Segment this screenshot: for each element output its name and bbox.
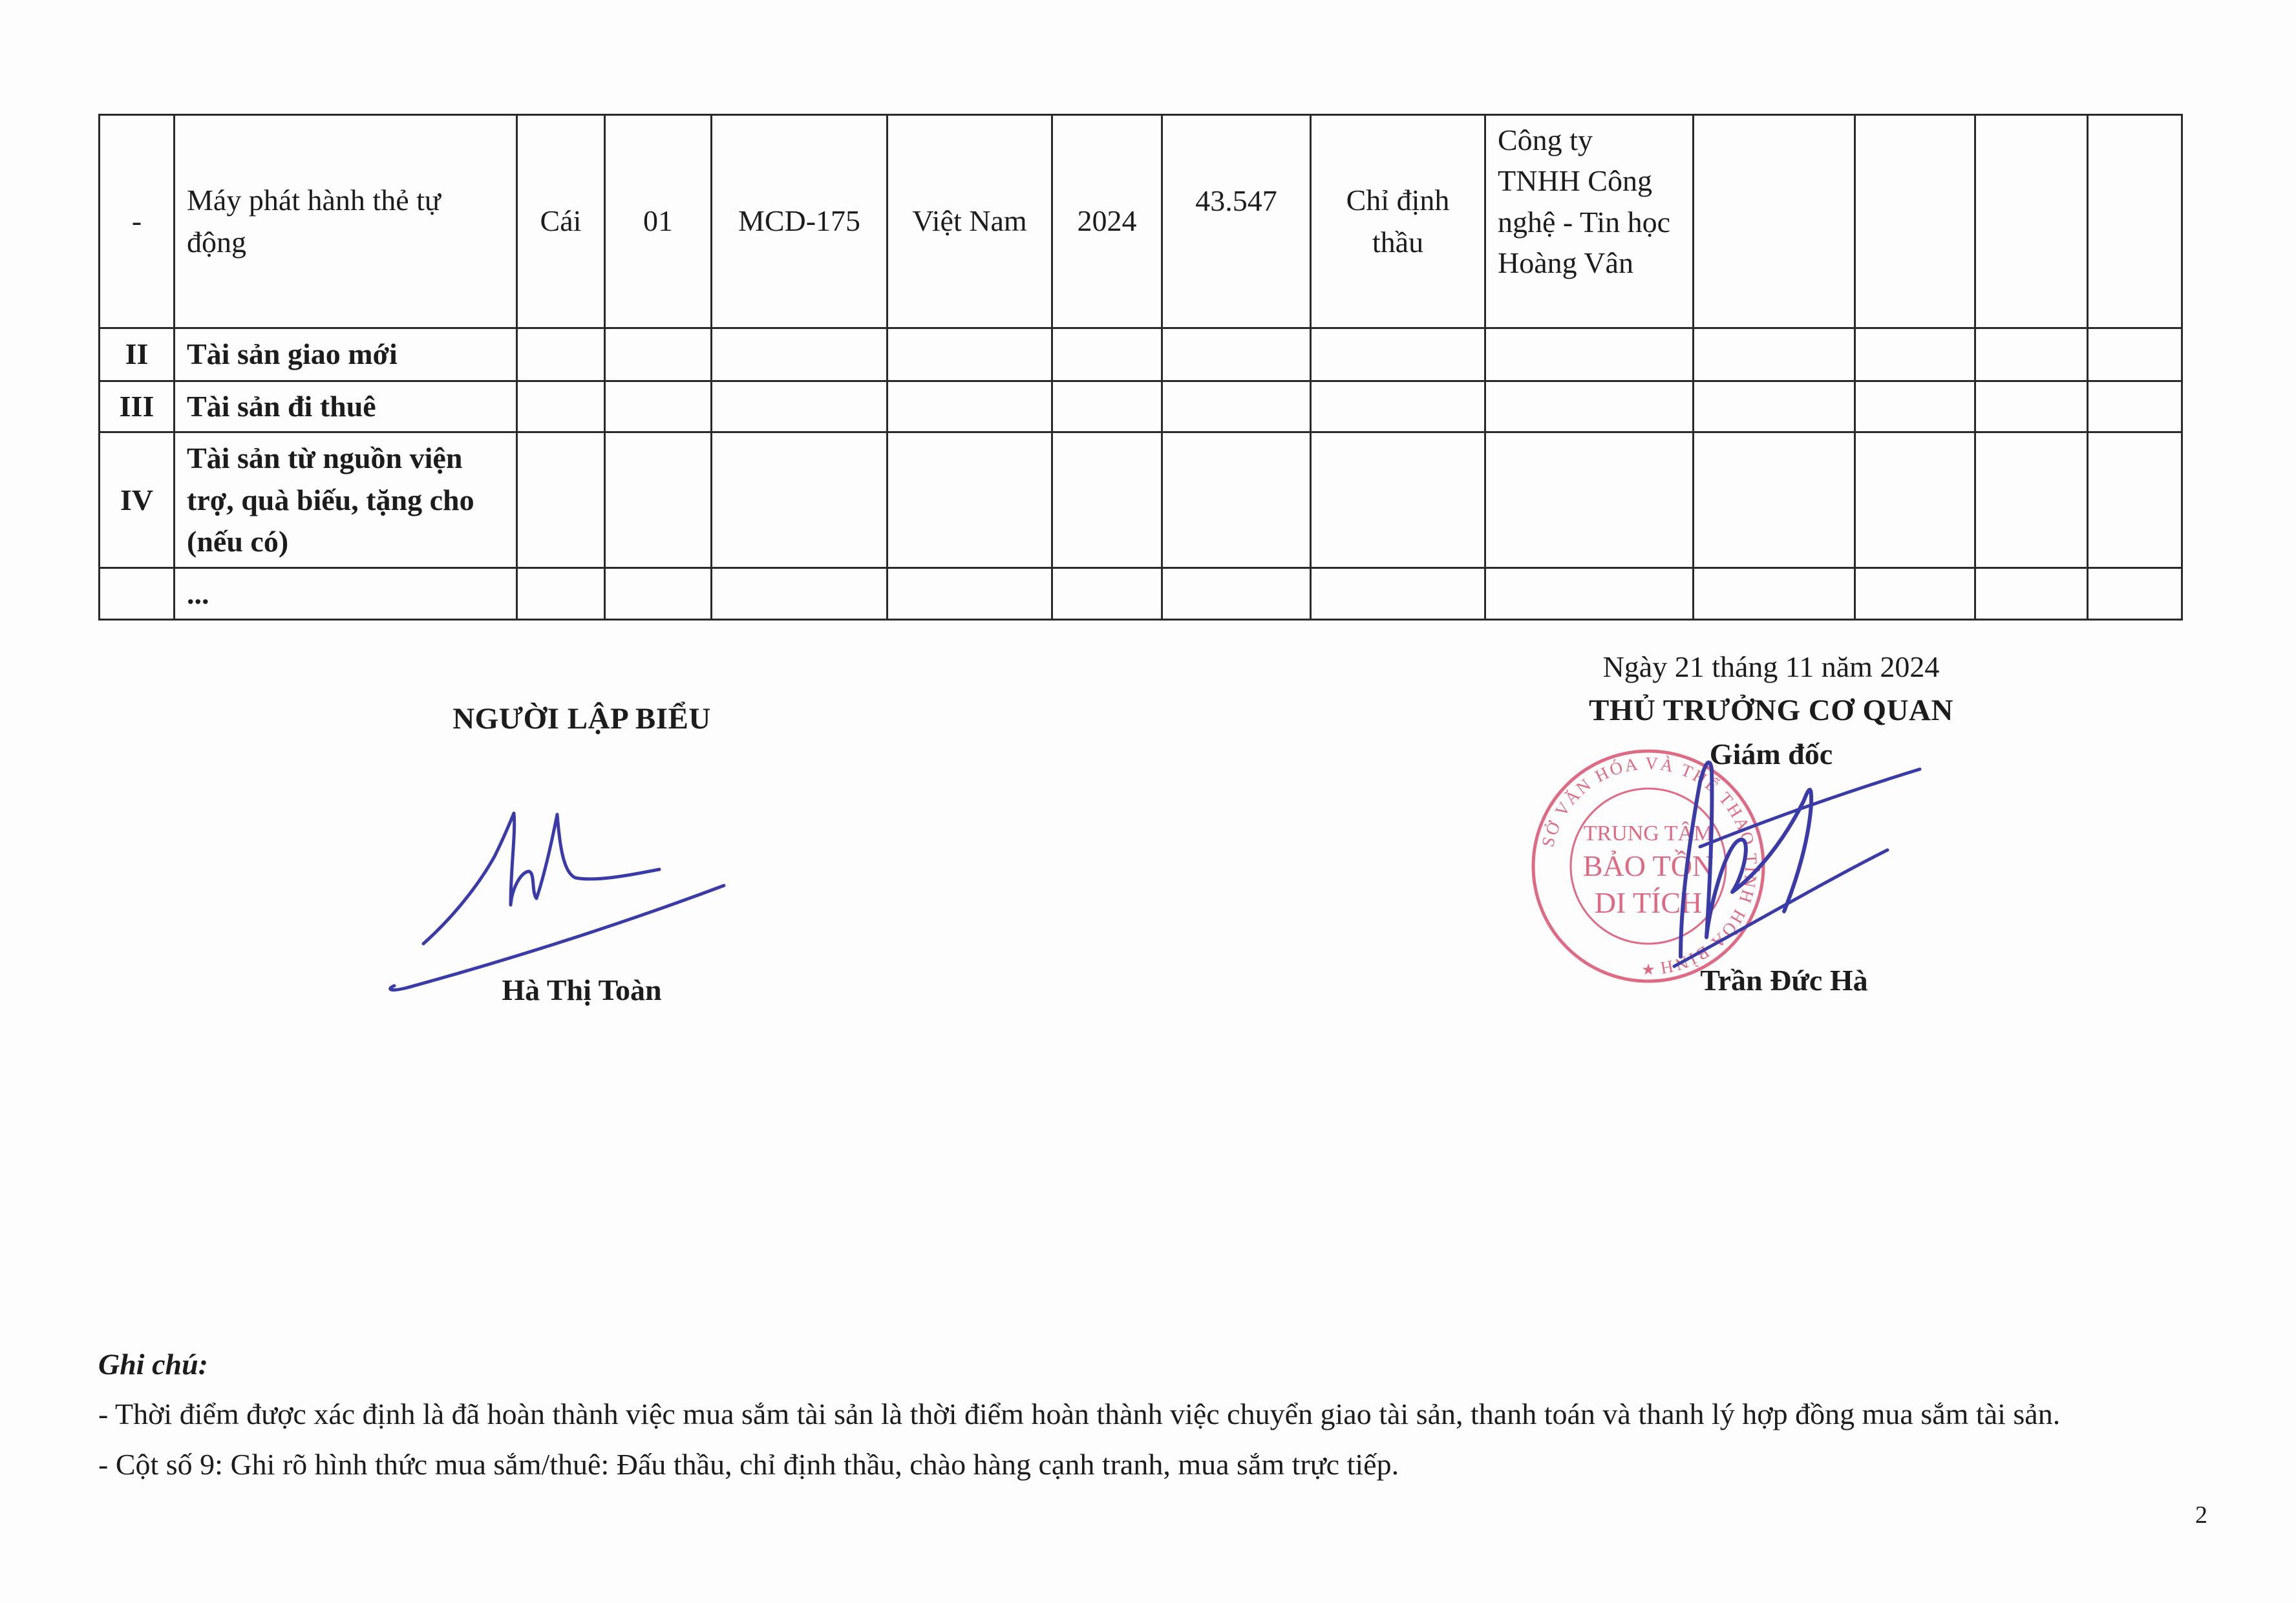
section-roman: IV (100, 432, 175, 568)
cell-empty (517, 328, 605, 381)
cell-empty (2088, 568, 2182, 620)
cell-empty (605, 328, 712, 381)
cell-empty (1485, 328, 1694, 381)
cell-empty (517, 432, 605, 568)
table-row (100, 115, 2182, 328)
cell-empty (1855, 328, 1975, 381)
cell-empty (712, 381, 888, 432)
cell-empty (1975, 328, 2088, 381)
director-name: Trần Đức Hà (1700, 964, 1868, 997)
svg-text:★: ★ (1641, 962, 1655, 979)
cell-empty (1162, 568, 1311, 620)
cell-method: Chỉ định thầu (1311, 115, 1485, 328)
stamp-line-1: TRUNG TÂM (1583, 822, 1714, 845)
notes-heading: Ghi chú: (98, 1348, 208, 1381)
cell-empty (1162, 432, 1311, 568)
cell-empty (1694, 115, 1855, 328)
section-label: Tài sản từ nguồn viện trợ, quà biếu, tặng cho (nếu có) (175, 432, 517, 568)
cell-empty (1694, 328, 1855, 381)
cell-empty (1855, 381, 1975, 432)
cell-empty (1975, 381, 2088, 432)
cell-empty (1162, 328, 1311, 381)
cell-origin: Việt Nam (888, 115, 1052, 328)
cell-empty (1311, 432, 1485, 568)
director-position: Giám đốc (1709, 738, 1833, 770)
cell-empty (605, 381, 712, 432)
cell-empty (1485, 432, 1694, 568)
page-number: 2 (2195, 1502, 2207, 1529)
cell-empty (2088, 115, 2182, 328)
director-signature-icon (1594, 743, 1933, 976)
cell-empty (1694, 432, 1855, 568)
cell-empty (1052, 328, 1162, 381)
cell-unit: Cái (517, 115, 605, 328)
cell-empty (1694, 568, 1855, 620)
section-label: Tài sản đi thuê (175, 381, 517, 432)
stamp-line-2: BẢO TỒN (1582, 849, 1714, 882)
table-row (100, 568, 2182, 620)
cell-empty (2088, 381, 2182, 432)
cell-empty (1162, 381, 1311, 432)
stamp-line-3: DI TÍCH (1594, 886, 1703, 919)
cell-empty (888, 432, 1052, 568)
cell-year: 2024 (1052, 115, 1162, 328)
cell-empty (712, 432, 888, 568)
cell-empty (1052, 432, 1162, 568)
cell-empty (1311, 381, 1485, 432)
cell-empty (1052, 568, 1162, 620)
section-roman: II (100, 328, 175, 381)
cell-supplier: Công ty TNHH Công nghệ - Tin học Hoàng Vân (1485, 115, 1694, 328)
cell-empty (517, 568, 605, 620)
cell-empty (605, 432, 712, 568)
table-row (100, 432, 2182, 568)
cell-empty (1855, 115, 1975, 328)
cell-empty (888, 328, 1052, 381)
cell-empty (1694, 381, 1855, 432)
preparer-signature-block (388, 701, 776, 1006)
asset-table (98, 114, 2183, 621)
cell-stt: - (100, 115, 175, 328)
cell-empty (1485, 568, 1694, 620)
cell-model: MCD-175 (712, 115, 888, 328)
table-row (100, 328, 2182, 381)
notes-section (98, 1341, 2206, 1491)
cell-value: 43.547 (1162, 115, 1311, 328)
cell-empty (888, 568, 1052, 620)
cell-empty (100, 568, 175, 620)
director-title: THỦ TRƯỞNG CƠ QUAN (1589, 694, 1953, 727)
table-row (100, 381, 2182, 432)
cell-empty (712, 568, 888, 620)
cell-empty (1855, 568, 1975, 620)
section-roman: III (100, 381, 175, 432)
cell-empty (517, 381, 605, 432)
preparer-signature-icon (381, 795, 730, 1008)
cell-empty (2088, 432, 2182, 568)
cell-empty (605, 568, 712, 620)
cell-empty (1311, 328, 1485, 381)
stamp-ring-text: SỞ VĂN HÓA VÀ THỂ THAO TỈNH HÒA BÌNH (1538, 753, 1761, 979)
cell-empty (1975, 432, 2088, 568)
cell-asset-name: Máy phát hành thẻ tự động (175, 115, 517, 328)
ellipsis-label: ... (175, 568, 517, 620)
cell-empty (1975, 568, 2088, 620)
cell-empty (712, 328, 888, 381)
notes-line-1: - Thời điểm được xác định là đã hoàn thành việc mua sắm tài sản là thời điểm hoàn thành việc chuyển giao tài sản, thanh toán và thanh lý hợp đồng mua sắm tài sản. (98, 1397, 2061, 1431)
signing-date: Ngày 21 tháng 11 năm 2024 (1602, 650, 1940, 683)
notes-line-2: - Cột số 9: Ghi rõ hình thức mua sắm/thuê: Đấu thầu, chỉ định thầu, chào hàng cạnh tranh, mua sắm trực tiếp. (98, 1447, 1399, 1481)
cell-quantity: 01 (605, 115, 712, 328)
cell-empty (1311, 568, 1485, 620)
cell-empty (2088, 328, 2182, 381)
cell-empty (1485, 381, 1694, 432)
section-label: Tài sản giao mới (175, 328, 517, 381)
preparer-title: NGƯỜI LẬP BIỂU (452, 702, 711, 736)
preparer-name: Hà Thị Toàn (502, 973, 662, 1006)
cell-empty (1975, 115, 2088, 328)
cell-empty (1855, 432, 1975, 568)
cell-empty (888, 381, 1052, 432)
cell-empty (1052, 381, 1162, 432)
